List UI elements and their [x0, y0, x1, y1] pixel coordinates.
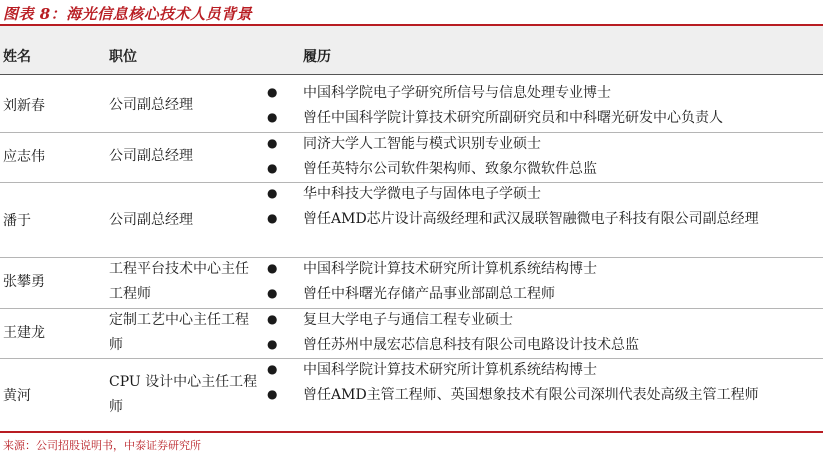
bullet: ●	[267, 161, 278, 175]
bullet: ●	[267, 136, 278, 150]
person-name: 黄河	[3, 388, 31, 404]
bullet: ●	[267, 110, 278, 124]
person-name: 王建龙	[3, 325, 45, 341]
background-item: 华中科技大学微电子与固体电子学硕士	[303, 186, 541, 202]
background-item: 复旦大学电子与通信工程专业硕士	[303, 312, 513, 328]
background-item: 中国科学院计算技术研究所计算机系统结构博士	[303, 261, 597, 277]
background-item: 中国科学院计算技术研究所计算机系统结构博士	[303, 362, 597, 378]
background-item: 曾任苏州中晟宏芯信息科技有限公司电路设计技术总监	[303, 337, 639, 353]
table-header	[0, 26, 823, 74]
background-item: 曾任中科曙光存储产品事业部副总工程师	[303, 286, 555, 302]
background-item: 曾任英特尔公司软件架构师、致象尔微软件总监	[303, 161, 597, 177]
bottom-rule	[0, 431, 823, 433]
bullet: ●	[267, 85, 278, 99]
bullet: ●	[267, 387, 278, 401]
background-item: 同济大学人工智能与模式识别专业硕士	[303, 136, 541, 152]
person-position: 公司副总经理	[109, 212, 193, 228]
bullet: ●	[267, 286, 278, 300]
person-position: 工程平台技术中心主任工程师	[109, 261, 249, 302]
bullet: ●	[267, 186, 278, 200]
person-name: 张攀勇	[3, 274, 45, 290]
header-position: 职位	[109, 49, 137, 65]
header-rule	[0, 74, 823, 75]
person-position: 公司副总经理	[109, 148, 193, 164]
header-background: 履历	[303, 49, 331, 65]
bullet: ●	[267, 261, 278, 275]
background-item: 曾任AMD芯片设计高级经理和武汉晟联智融微电子科技有限公司副总经理	[303, 211, 759, 227]
bullet: ●	[267, 337, 278, 351]
person-position: 定制工艺中心主任工程师	[109, 312, 249, 353]
bullet: ●	[267, 362, 278, 376]
person-position: CPU 设计中心主任工程师	[109, 374, 258, 415]
bullet: ●	[267, 211, 278, 225]
person-name: 刘新春	[3, 98, 45, 114]
header-name: 姓名	[3, 49, 31, 65]
person-position: 公司副总经理	[109, 97, 193, 113]
background-item: 中国科学院电子学研究所信号与信息处理专业博士	[303, 85, 611, 101]
person-name: 应志伟	[3, 149, 45, 165]
source-note: 来源：公司招股说明书，中泰证券研究所	[3, 439, 201, 452]
bullet: ●	[267, 312, 278, 326]
background-item: 曾任AMD主管工程师、英国想象技术有限公司深圳代表处高级主管工程师	[303, 387, 759, 403]
background-item: 曾任中国科学院计算技术研究所副研究员和中科曙光研发中心负责人	[303, 110, 723, 126]
figure-title: 图表 8：海光信息核心技术人员背景	[3, 5, 253, 23]
person-name: 潘于	[3, 213, 31, 229]
